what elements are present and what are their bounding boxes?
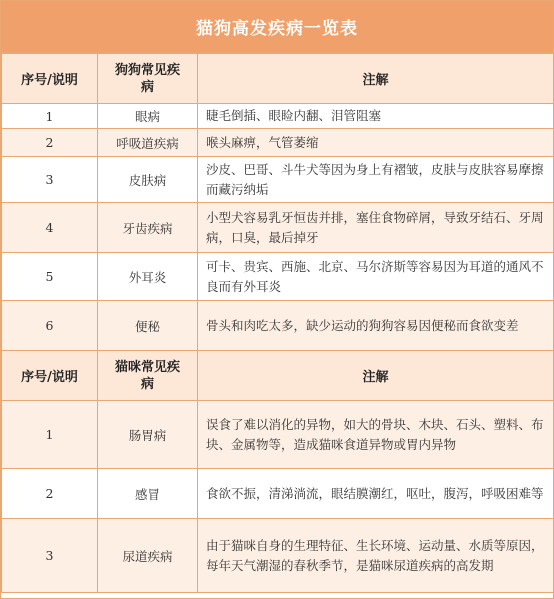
row-number: 2 bbox=[2, 469, 98, 519]
cat-header-disease bbox=[98, 351, 198, 401]
dog-header-index: 序号/说明 bbox=[2, 54, 98, 104]
row-number: 3 bbox=[2, 519, 98, 593]
dog-header-row bbox=[2, 54, 554, 104]
disease-note: 误食了难以消化的异物，如大的骨块、木块、石头、塑料、布块、金属物等，造成猫咪食道异物或胃内异物 bbox=[198, 401, 554, 469]
table-title: 猫狗高发疾病一览表 bbox=[1, 1, 553, 53]
disease-note: 喉头麻痹，气管萎缩 bbox=[198, 129, 554, 157]
row-number: 6 bbox=[2, 301, 98, 351]
disease-note: 小型犬容易乳牙恒齿并排，塞住食物碎屑，导致牙结石、牙周病，口臭，最后掉牙 bbox=[198, 203, 554, 253]
table-row bbox=[2, 469, 554, 519]
disease-note: 由于猫咪自身的生理特征、生长环境、运动量、水质等原因，每年天气潮湿的春秋季节，是猫咪尿道疾病的高发期 bbox=[198, 519, 554, 593]
cat-header-disease-line1: 猫咪常见疾 bbox=[114, 359, 180, 375]
disease-name: 皮肤病 bbox=[98, 157, 198, 203]
table-row bbox=[2, 129, 554, 157]
cat-header-note: 注解 bbox=[198, 351, 554, 401]
dog-header-disease bbox=[98, 54, 198, 104]
table-row bbox=[2, 301, 554, 351]
disease-name: 呼吸道疾病 bbox=[98, 129, 198, 157]
table-row bbox=[2, 401, 554, 469]
disease-name: 眼病 bbox=[98, 104, 198, 129]
table-row bbox=[2, 253, 554, 301]
row-number: 5 bbox=[2, 253, 98, 301]
row-number: 2 bbox=[2, 129, 98, 157]
disease-name: 感冒 bbox=[98, 469, 198, 519]
cat-header-row bbox=[2, 351, 554, 401]
disease-note: 沙皮、巴哥、斗牛犬等因为身上有褶皱，皮肤与皮肤容易摩擦而藏污纳垢 bbox=[198, 157, 554, 203]
dog-header-disease-line1: 狗狗常见疾 bbox=[114, 62, 180, 78]
disease-name: 尿道疾病 bbox=[98, 519, 198, 593]
disease-name: 便秘 bbox=[98, 301, 198, 351]
table-row bbox=[2, 203, 554, 253]
disease-name: 牙齿疾病 bbox=[98, 203, 198, 253]
row-number: 4 bbox=[2, 203, 98, 253]
disease-name: 肠胃病 bbox=[98, 401, 198, 469]
cat-header-disease-line2: 病 bbox=[140, 376, 154, 392]
disease-note: 骨头和肉吃太多，缺少运动的狗狗容易因便秘而食欲变差 bbox=[198, 301, 554, 351]
row-number: 3 bbox=[2, 157, 98, 203]
disease-note: 可卡、贵宾、西施、北京、马尔济斯等容易因为耳道的通风不良而有外耳炎 bbox=[198, 253, 554, 301]
disease-table bbox=[1, 53, 554, 593]
disease-name: 外耳炎 bbox=[98, 253, 198, 301]
table-row bbox=[2, 104, 554, 129]
disease-note: 食欲不振，清涕淌流，眼结膜潮红，呕吐，腹泻，呼吸困难等 bbox=[198, 469, 554, 519]
row-number: 1 bbox=[2, 104, 98, 129]
table-row bbox=[2, 157, 554, 203]
dog-header-disease-line2: 病 bbox=[140, 79, 154, 95]
disease-note: 睫毛倒插、眼睑内翻、泪管阻塞 bbox=[198, 104, 554, 129]
dog-header-note: 注解 bbox=[198, 54, 554, 104]
row-number: 1 bbox=[2, 401, 98, 469]
cat-header-index: 序号/说明 bbox=[2, 351, 98, 401]
table-row bbox=[2, 519, 554, 593]
